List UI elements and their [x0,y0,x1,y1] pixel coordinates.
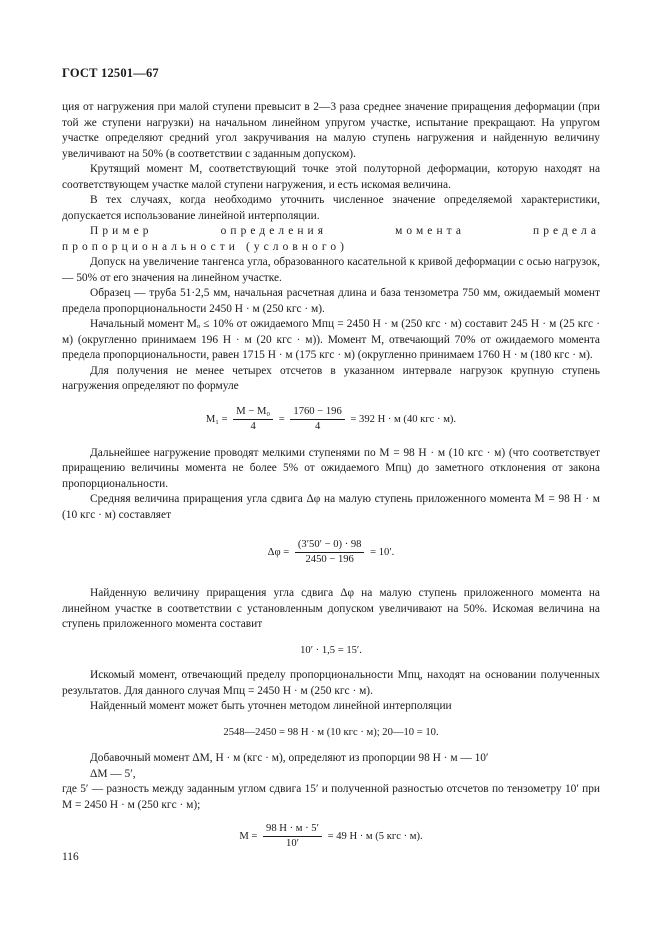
formula-moment [62,823,600,850]
paragraph: Найденную величину приращения угла сдвига Δφ на малую ступень приложенного момента на линейном участке в соответствии с установленным допуском увеличивают на 50%. Искомая величина на ступень приложенного момента составит [62,587,600,630]
formula-rhs: = 49 Н · м (5 кгс · м). [327,830,423,842]
formula-rhs: = 10′. [370,546,395,558]
paragraph: Добавочный момент ΔМ, Н · м (кгс · м), определяют из пропорции 98 Н · м — 10′ [90,752,489,764]
paragraph: Искомый момент, отвечающий пределу пропорциональности Мпц, находят на основании полученных результатов. Для данного случая Мпц = 2450 Н · м (250 кгс · м). [62,669,600,697]
fraction: $\frac{1760 - 196}{4}$ [290,406,344,433]
paragraph: где 5′ — разность между заданным углом сдвига 15′ и полученной разностью отсчетов по тензометру 10′ при М = 2450 Н · м (250 кгс · м); [62,783,600,811]
paragraph: ΔМ — 5′, [90,767,136,780]
paragraph: ция от нагружения при малой ступени превысит в 2—3 раза среднее значение приращения деформации (при той же ступени нагрузки) на начальном линейном упругом участке, испытание прекращают. На упругом участке определяют средний угол закручивания на малую ступень нагружения и найденную величину увеличивают на 50% (в соответствии с заданным допуском). [62,101,600,160]
paragraph: Крутящий момент М, соответствующий точке этой полуторной деформации, которую находят на соответствующем участке малой ступени нагружения, и есть искомая величина. [62,163,600,191]
paragraph: Начальный момент Мₒ ≤ 10% от ожидаемого Мпц = 2450 Н · м (250 кгс · м) составит 245 Н · м (25 кгс · м) (округленно принимаем 196 Н · м (20 кгс · м)). Момент М, отвечающий 70% от ожидаемого момента предела пропорциональности, равен 1715 Н · м (175 кгс · м) (округленно принимаем 1760 Н · м (180 кгс · м). [62,318,600,361]
paragraph: Найденный момент может быть уточнен методом линейной интерполяции [90,700,452,712]
formula-interpolation: 2548—2450 = 98 Н · м (10 кгс · м); 20—10 = 10. [223,726,439,738]
paragraph: Образец — труба 51·2,5 мм, начальная расчетная длина и база тензометра 750 мм, ожидаемый момент предела пропорциональности 2450 Н · м (250 кгс · м). [62,287,600,315]
fraction: $\frac{(3'50' - 0) \cdot 98}{2450 - 196}$ [295,539,365,566]
paragraph: Допуск на увеличение тангенса угла, образованного касательной к кривой деформации с осью нагрузок, — 50% от его значения на линейном участке. [62,256,600,284]
example-heading: Пример определения момента предела пропорциональности (условного) [62,225,600,253]
formula-rhs: = 392 Н · м (40 кгс · м). [350,413,457,425]
formula-lhs: Δφ = [267,546,290,558]
paragraph: Средняя величина приращения угла сдвига Δφ на малую ступень приложенного момента М = 98 Н · м (10 кгс · м) составляет [62,493,600,521]
formula-angle [62,539,600,566]
paragraph: В тех случаях, когда необходимо уточнить численное значение определяемой характеристики, допускается использование линейной интерполяции. [62,194,600,222]
formula-step: М₁ = $\frac{\text{М − М₀}}{4}$ = $\frac{1760 - 196}{4}$ = 392 Н · м (40 кгс · м). [205,405,457,432]
fraction: $\frac{98 Н \cdot м \cdot 5'}{10'}$ [263,823,322,850]
paragraph: Для получения не менее четырех отсчетов в указанном интервале нагрузок крупную ступень нагружения определяют по формуле [62,364,600,392]
page-number: 116 [62,851,79,863]
fraction: $\frac{\text{М − М₀}}{4}$ [233,406,273,433]
formula-lhs: М₁ = [205,413,228,425]
paragraph: Дальнейшее нагружение проводят мелкими ступенями по М = 98 Н · м (10 кгс · м) (что соответствует приращению величины момента не более 5% от ожидаемого Мпц) до заметного отклонения от закона пропорциональности. [62,446,600,490]
page-header: ГОСТ 12501—67 [62,66,159,80]
formula-lhs: М = [239,830,258,842]
document-body [62,100,600,850]
formula-increase: 10′ · 1,5 = 15′. [300,644,362,656]
